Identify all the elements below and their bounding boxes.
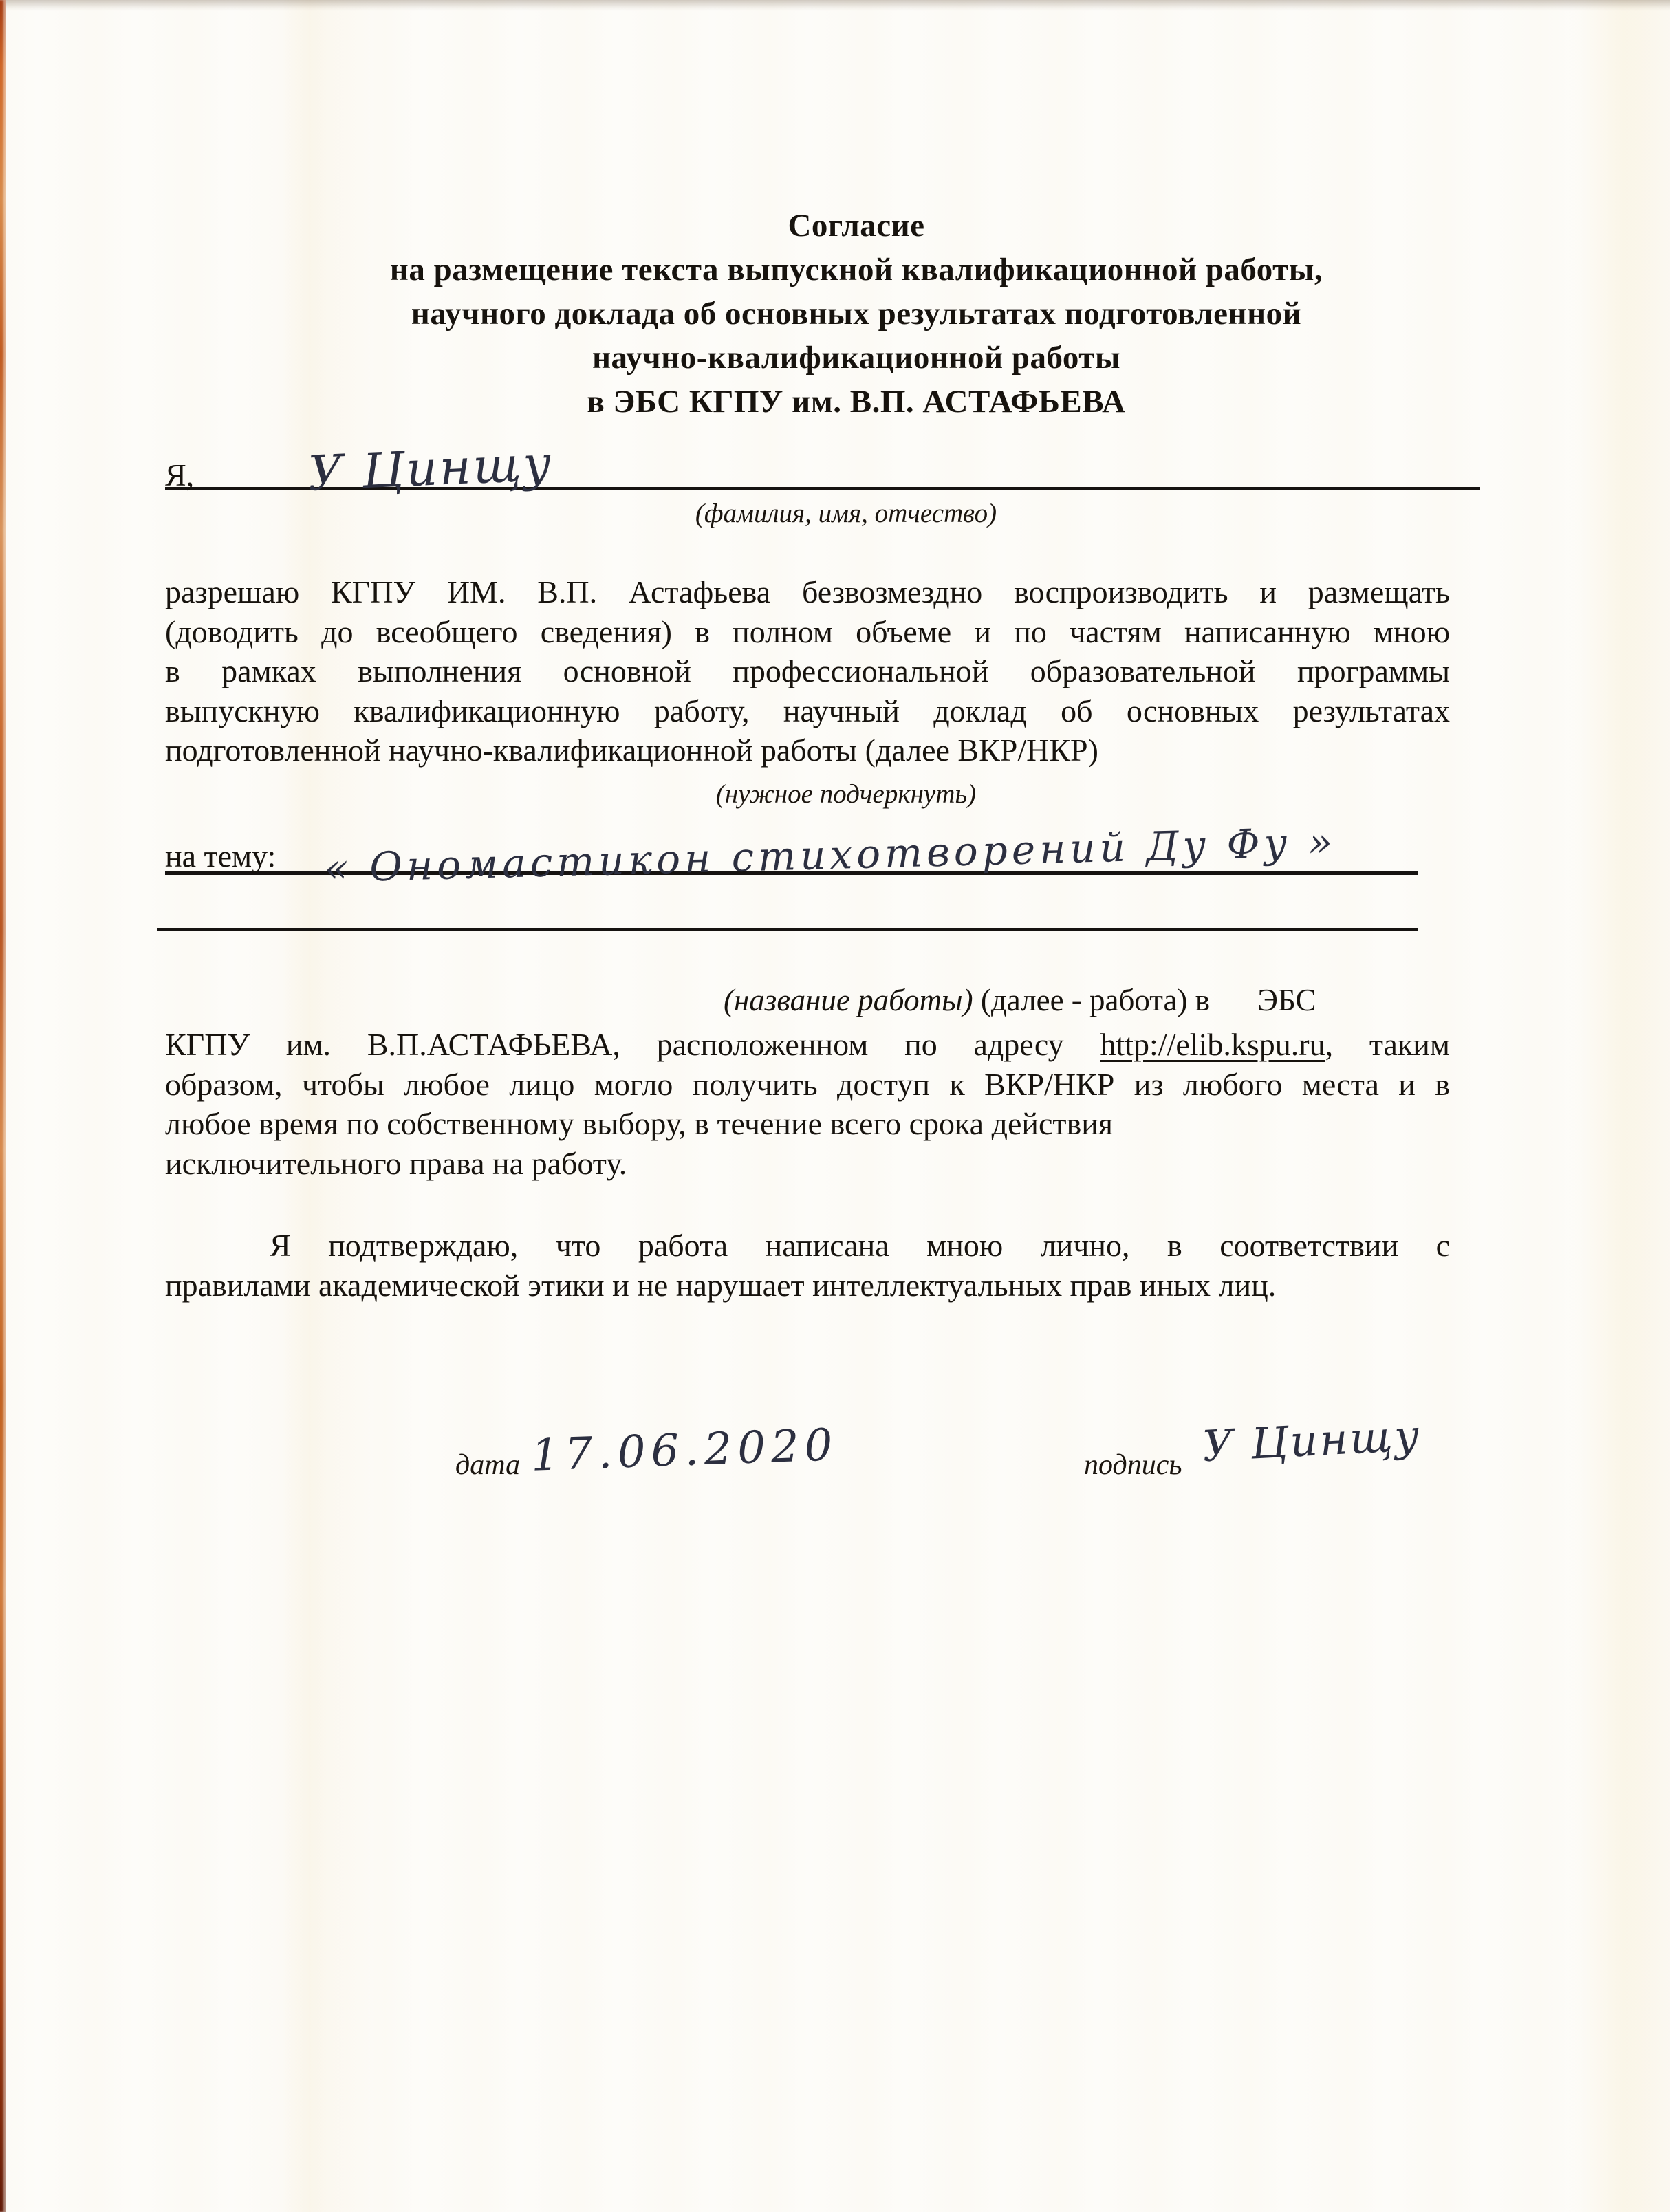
work-title-caption-regular: (далее - работа) в <box>973 983 1210 1017</box>
placement-before-url: КГПУ им. В.П.АСТАФЬЕВА, расположенном по адресу <box>165 1027 1064 1062</box>
permission-paragraph <box>165 572 1450 770</box>
work-title-caption <box>724 982 1316 1018</box>
paragraph-line: выпускную квалификационную работу, научный доклад об основных результатах <box>165 693 1450 728</box>
paragraph-line: подготовленной научно-квалификационной работы (далее ВКР/НКР) <box>165 733 1098 768</box>
title-line: научного доклада об основных результатах подготовленной <box>411 296 1302 332</box>
underline-note: (нужное подчеркнуть) <box>715 779 977 809</box>
handwritten-full-name: У Цинщу <box>307 435 555 502</box>
document-title <box>213 204 1499 424</box>
paragraph-line <box>165 1025 1450 1065</box>
signature-label: подпись <box>1084 1449 1182 1481</box>
thesis-theme-field <box>165 818 1418 892</box>
handwritten-signature: У Цинщу <box>1201 1409 1423 1472</box>
scan-edge-artifact <box>0 0 6 2212</box>
paragraph-line: любое время по собственному выбору, в течение всего срока действия <box>165 1106 1114 1141</box>
theme-continuation-line <box>157 880 1418 931</box>
full-name-field <box>165 435 1480 502</box>
pronoun-label: Я, <box>165 457 195 492</box>
full-name-caption: (фамилия, имя, отчество) <box>695 499 997 528</box>
elib-url: http://elib.kspu.ru <box>1100 1027 1325 1062</box>
confirmation-paragraph <box>165 1226 1450 1305</box>
title-line: Согласие <box>788 208 925 243</box>
paragraph-line: (доводить до всеобщего сведения) в полном объеме и по частям написанную мною <box>165 614 1450 649</box>
date-label: дата <box>455 1449 521 1481</box>
placement-paragraph <box>165 1025 1450 1183</box>
paragraph-line: Я подтверждаю, что работа написана мною лично, в соответствии с <box>270 1228 1450 1263</box>
placement-after-url: , таким <box>1325 1027 1451 1062</box>
work-title-caption-tail: ЭБС <box>1257 983 1316 1017</box>
title-line: научно-квалификационной работы <box>592 340 1121 376</box>
paragraph-line: разрешаю КГПУ ИМ. В.П. Астафьева безвозмездно воспроизводить и размещать <box>165 574 1450 609</box>
work-title-caption-italic: (название работы) <box>724 983 973 1017</box>
paragraph-line: исключительного права на работу. <box>165 1145 627 1181</box>
theme-label: на тему: <box>165 838 276 874</box>
paragraph-line: в рамках выполнения основной профессиональной образовательной программы <box>165 653 1450 688</box>
title-line: в ЭБС КГПУ им. В.П. АСТАФЬЕВА <box>587 384 1126 420</box>
handwritten-thesis-title: « Ономастикон стихотворений Ду Фу » <box>323 818 1338 892</box>
title-line: на размещение текста выпускной квалификационной работы, <box>389 252 1323 288</box>
handwritten-date: 17.06.2020 <box>530 1420 839 1482</box>
paragraph-line: правилами академической этики и не нарушает интеллектуальных прав иных лиц. <box>165 1267 1277 1303</box>
paragraph-line: образом, чтобы любое лицо могло получить доступ к ВКР/НКР из любого места и в <box>165 1066 1450 1102</box>
